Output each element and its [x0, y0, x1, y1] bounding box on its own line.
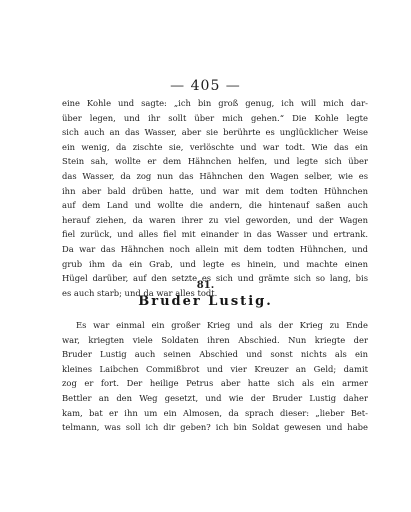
text-line: Da war das Hähnchen noch allein mit dem todten Hühnchen, und [62, 243, 368, 254]
text-line: Hügel darüber, auf den setzte es sich und grämte sich so lang, bis [62, 273, 368, 284]
text-line: grub ihm da ein Grab, und legte es hinein, und machte einen [62, 258, 368, 269]
text-line: Bettler an den Weg gesetzt, und wie der Bruder Lustig daher [62, 392, 368, 403]
page-number: — 405 — [170, 78, 241, 94]
text-line: Bruder Lustig auch seinen Abschied und sonst nichts als ein [62, 349, 368, 360]
text-line: sich auch an das Wasser, aber sie berührte es unglücklicher Weise [62, 127, 368, 138]
text-line: fiel zurück, und alles fiel mit einander in das Wasser und ertrank. [62, 229, 368, 240]
text-line: ein wenig, da zischte sie, verlöschte und war todt. Wie das ein [62, 141, 368, 152]
text-line: zog er fort. Der heilige Petrus aber hatte sich als ein armer [62, 378, 368, 389]
page-number-value: 405 [190, 78, 221, 94]
text-line: auf dem Land und wollte die andern, die hintenauf saßen auch [62, 200, 368, 211]
text-line: kam, bat er ihn um ein Almosen, da sprach dieser: „lieber Bet- [62, 407, 368, 418]
text-line: Stein sah, wollte er dem Hähnchen helfen, und legte sich über [62, 156, 368, 167]
text-line: Es war einmal ein großer Krieg und als der Krieg zu Ende [76, 320, 368, 330]
text-line: ihn aber bald drüben hatte, und war mit dem todten Hühnchen [62, 185, 368, 196]
text-line: war, kriegten viele Soldaten ihren Abschied. Nun kriegte der [62, 334, 368, 345]
text-line: es auch starb; und da war alles todt. [62, 287, 218, 298]
paragraph-story-start [62, 318, 368, 435]
paragraph-end-previous-story [62, 96, 368, 300]
text-line: herauf ziehen, da waren ihrer zu viel geworden, und der Wagen [62, 214, 368, 225]
text-line: über legen, und ihr sollt über mich gehen.“ Die Kohle legte [62, 112, 368, 123]
text-line: telmann, was soll ich dir geben? ich bin Soldat gewesen und habe [62, 422, 368, 433]
story-title: Bruder Lustig. [138, 294, 273, 309]
text-line: eine Kohle und sagte: „ich bin groß genug, ich will mich dar- [62, 98, 368, 108]
story-number: 81. [196, 280, 215, 291]
text-line: kleines Laibchen Commißbrot und vier Kreuzer an Geld; damit [62, 363, 368, 374]
text-line: das Wasser, da zog nun das Hähnchen den Wagen selber, wie es [62, 170, 368, 181]
